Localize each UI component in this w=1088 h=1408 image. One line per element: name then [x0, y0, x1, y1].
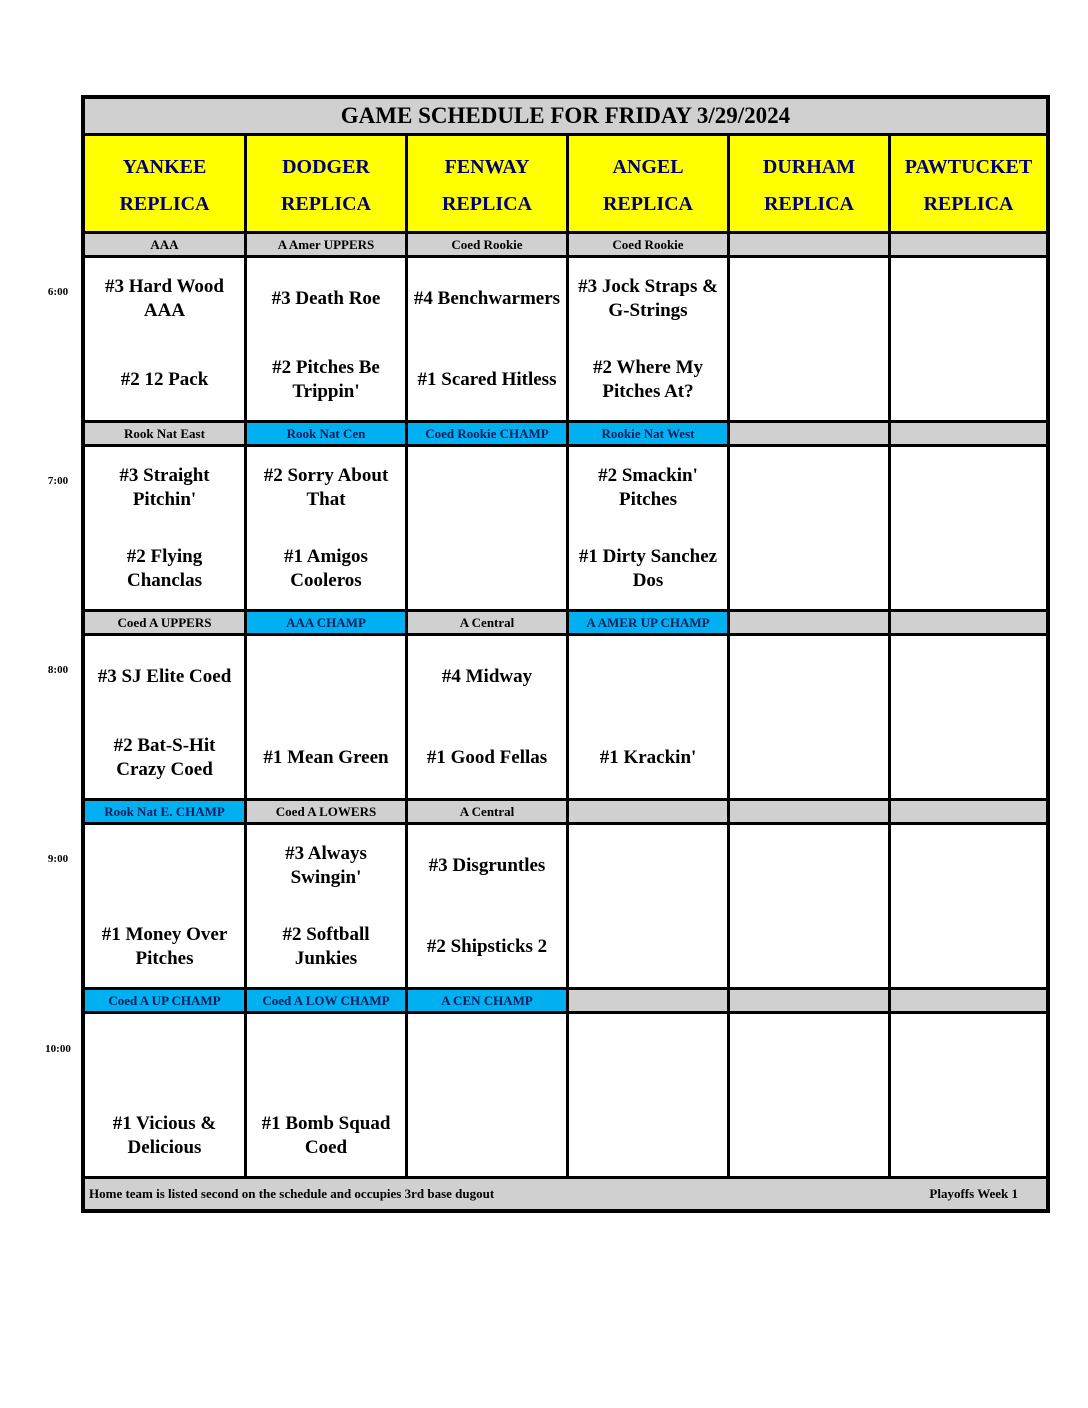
division-label: Rookie Nat West [569, 423, 730, 444]
schedule-footer [85, 1179, 1046, 1209]
away-team [891, 1014, 1046, 1095]
division-label [891, 423, 1046, 444]
division-label [569, 801, 730, 822]
game-cell [247, 258, 408, 420]
game-cell [891, 258, 1046, 420]
home-team [891, 906, 1046, 987]
away-team: #3 SJ Elite Coed [97, 665, 232, 687]
division-label: A Amer UPPERS [247, 234, 408, 255]
division-label [891, 234, 1046, 255]
division-label: Coed Rookie [408, 234, 569, 255]
game-cell [247, 825, 408, 987]
division-label: Rook Nat Cen [247, 423, 408, 444]
division-label: A Central [408, 612, 569, 633]
game-row [85, 636, 1046, 801]
time-label: 8:00 [47, 664, 69, 676]
game-cell [569, 636, 730, 798]
away-team [569, 825, 727, 906]
home-team: #2 Flying Chanclas [126, 545, 203, 591]
home-team: #2 Softball Junkies [282, 923, 370, 969]
game-cell [85, 447, 247, 609]
game-cell [569, 825, 730, 987]
game-cell [730, 258, 891, 420]
home-team: #2 Shipsticks 2 [426, 935, 548, 957]
division-label [730, 234, 891, 255]
game-cell [408, 825, 569, 987]
schedule-table [81, 95, 1050, 1213]
time-label: 9:00 [47, 853, 69, 865]
field-name: DURHAM [762, 156, 856, 178]
division-label [891, 801, 1046, 822]
home-team [730, 1095, 888, 1176]
field-header-pawtucket [891, 136, 1046, 231]
home-team [730, 528, 888, 609]
game-row [85, 825, 1046, 990]
away-team: #3 Straight Pitchin' [119, 464, 210, 510]
home-team: #2 Pitches Be Trippin' [272, 356, 380, 402]
division-row [85, 234, 1046, 258]
division-label: Rook Nat East [85, 423, 247, 444]
home-team [891, 528, 1046, 609]
game-cell [247, 1014, 408, 1176]
game-row [85, 1014, 1046, 1179]
division-label: Coed A UP CHAMP [85, 990, 247, 1011]
division-row [85, 801, 1046, 825]
home-team: #1 Good Fellas [426, 746, 548, 768]
field-header-row [85, 136, 1046, 234]
field-sub: REPLICA [763, 193, 854, 215]
time-slots [85, 234, 1046, 1179]
away-team [569, 636, 727, 717]
division-label [730, 423, 891, 444]
time-label: 7:00 [47, 475, 69, 487]
away-team [85, 825, 244, 906]
away-team [569, 1014, 727, 1095]
time-label: 10:00 [45, 1043, 71, 1055]
game-cell [85, 258, 247, 420]
division-label: A CEN CHAMP [408, 990, 569, 1011]
home-team [730, 906, 888, 987]
game-cell [891, 1014, 1046, 1176]
home-team: #1 Dirty Sanchez Dos [578, 545, 718, 591]
game-cell [569, 1014, 730, 1176]
division-label: A AMER UP CHAMP [569, 612, 730, 633]
schedule-title: GAME SCHEDULE FOR FRIDAY 3/29/2024 [85, 99, 1046, 136]
division-row [85, 423, 1046, 447]
division-label [569, 990, 730, 1011]
home-team: #1 Scared Hitless [417, 368, 557, 390]
game-cell [408, 258, 569, 420]
field-header-durham [730, 136, 891, 231]
field-sub: REPLICA [441, 193, 532, 215]
away-team [730, 1014, 888, 1095]
away-team [247, 636, 405, 717]
game-row [85, 258, 1046, 423]
home-team: #2 12 Pack [120, 368, 209, 390]
field-name: DODGER [282, 156, 370, 178]
field-sub: REPLICA [280, 193, 371, 215]
home-team: #1 Mean Green [263, 746, 389, 768]
game-cell [730, 636, 891, 798]
away-team: #3 Death Roe [271, 287, 381, 309]
division-row [85, 612, 1046, 636]
division-label: Coed Rookie [569, 234, 730, 255]
field-header-fenway [408, 136, 569, 231]
game-cell [85, 636, 247, 798]
field-sub: REPLICA [119, 193, 210, 215]
away-team: #2 Sorry About That [263, 464, 389, 510]
game-cell [85, 825, 247, 987]
away-team: #2 Smackin' Pitches [598, 464, 698, 510]
away-team [85, 1014, 244, 1095]
field-sub: REPLICA [923, 193, 1014, 215]
division-label [891, 990, 1046, 1011]
game-cell [730, 447, 891, 609]
away-team [891, 825, 1046, 906]
footer-week: Playoffs Week 1 [929, 1186, 1018, 1201]
away-team: #4 Midway [441, 665, 533, 687]
away-team [730, 636, 888, 717]
home-team: #1 Money Over Pitches [101, 923, 228, 969]
away-team [247, 1014, 405, 1095]
home-team: #1 Bomb Squad Coed [261, 1112, 391, 1158]
game-cell [247, 447, 408, 609]
home-team: #1 Krackin' [599, 746, 697, 768]
home-team: #1 Vicious & Delicious [112, 1112, 217, 1158]
game-cell [247, 636, 408, 798]
division-label [730, 612, 891, 633]
away-team: #3 Hard Wood AAA [105, 275, 224, 321]
game-cell [730, 1014, 891, 1176]
away-team [408, 1014, 566, 1095]
field-header-yankee [85, 136, 247, 231]
division-label: AAA CHAMP [247, 612, 408, 633]
division-label: Coed Rookie CHAMP [408, 423, 569, 444]
home-team [569, 1095, 727, 1176]
home-team: #2 Where My Pitches At? [592, 356, 704, 402]
division-label: Coed A LOW CHAMP [247, 990, 408, 1011]
game-row [85, 447, 1046, 612]
home-team [891, 717, 1046, 798]
away-team [891, 258, 1046, 339]
division-row [85, 990, 1046, 1014]
field-header-angel [569, 136, 730, 231]
field-sub: REPLICA [602, 193, 693, 215]
division-label: A Central [408, 801, 569, 822]
game-cell [891, 636, 1046, 798]
division-label: Rook Nat E. CHAMP [85, 801, 247, 822]
game-cell [569, 258, 730, 420]
away-team [891, 636, 1046, 717]
footer-note: Home team is listed second on the schedule and occupies 3rd base dugout [89, 1186, 495, 1201]
away-team [730, 447, 888, 528]
away-team [891, 447, 1046, 528]
game-cell [85, 1014, 247, 1176]
home-team [891, 1095, 1046, 1176]
away-team: #3 Jock Straps & G-Strings [578, 275, 718, 321]
field-header-dodger [247, 136, 408, 231]
game-cell [569, 447, 730, 609]
division-label: Coed A LOWERS [247, 801, 408, 822]
home-team [569, 906, 727, 987]
home-team [730, 717, 888, 798]
field-name: FENWAY [444, 156, 530, 178]
home-team [408, 1095, 566, 1176]
field-name: PAWTUCKET [904, 156, 1033, 178]
home-team [408, 528, 566, 609]
home-team [891, 339, 1046, 420]
away-team [408, 447, 566, 528]
game-cell [408, 1014, 569, 1176]
game-cell [891, 447, 1046, 609]
division-label [730, 990, 891, 1011]
field-name: YANKEE [122, 156, 207, 178]
game-cell [408, 636, 569, 798]
away-team: #3 Disgruntles [428, 854, 546, 876]
division-label [891, 612, 1046, 633]
division-label [730, 801, 891, 822]
game-cell [730, 825, 891, 987]
away-team [730, 825, 888, 906]
time-label: 6:00 [47, 286, 69, 298]
home-team [730, 339, 888, 420]
home-team: #1 Amigos Cooleros [284, 545, 368, 591]
away-team: #4 Benchwarmers [413, 287, 561, 309]
game-cell [408, 447, 569, 609]
division-label: AAA [85, 234, 247, 255]
game-cell [891, 825, 1046, 987]
field-name: ANGEL [612, 156, 684, 178]
home-team: #2 Bat-S-Hit Crazy Coed [113, 734, 216, 780]
away-team [730, 258, 888, 339]
away-team: #3 Always Swingin' [285, 842, 367, 888]
division-label: Coed A UPPERS [85, 612, 247, 633]
